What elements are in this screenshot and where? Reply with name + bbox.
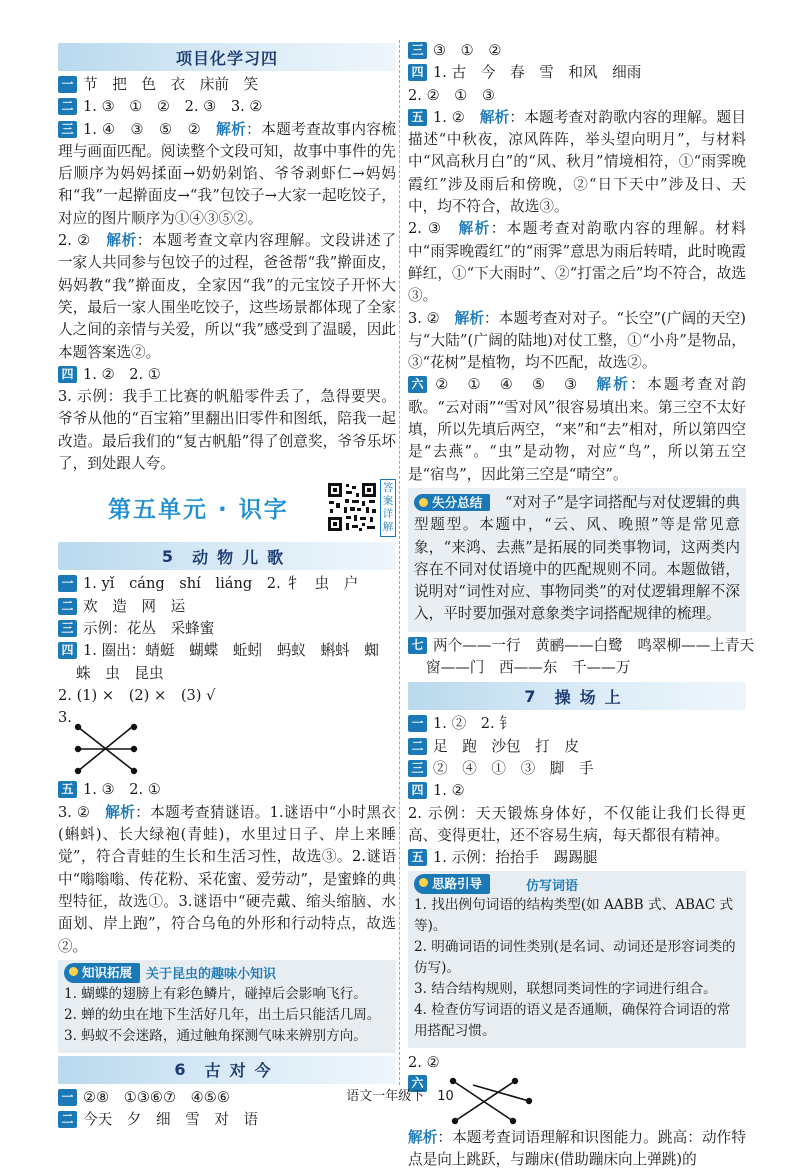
answer-paragraph: 2. ② 解析：本题考查文章内容理解。文段讲述了一家人共同参与包饺子的过程，爸爸帮“我”擀面皮，妈妈教“我”擀面皮，全家因“我”的元宝饺子开怀大笑，最后一家人围坐吃饺子，这些场景都体现了全家人之间的亲情与关爱，所以“我”感受到了温暖，因此本题答案选②。	[58, 232, 396, 361]
analysis-text: 本题考查文章内容理解。文段讲述了一家人共同参与包饺子的过程，爸爸帮“我”擀面皮，妈妈教“我”擀面皮，全家因“我”的元宝饺子开怀大笑，最后一家人围坐吃饺子，这些场景都体现了全家人之间的亲情与关爱，所以“我”感受到了温暖，因此本题答案选②。	[58, 232, 396, 361]
answer-line	[408, 40, 746, 62]
analysis-text: 本题考查对韵歌。“云对雨”“雪对风”很容易填出来。第三空不太好填，所以先填后两空，“来”和“去”相对，所以第四空是“去燕”。“虫”是动物，对应“鸟”，所以第五空是“宿鸟”，因此第三空是“晴空”。	[408, 376, 746, 483]
answer-text: 1. ② 2. ①	[83, 365, 161, 383]
answer-text: 足 跑 沙包 打 皮	[433, 737, 579, 755]
answer-detail-label: 答案详解	[380, 479, 396, 537]
tip-header	[414, 873, 740, 895]
answer-text: 1. ③ ① ② 2. ③ 3. ②	[83, 98, 263, 116]
answer-line	[408, 635, 755, 657]
answer-line	[408, 847, 746, 869]
matching-lines-figure	[72, 721, 162, 779]
column-divider	[399, 40, 400, 1085]
lesson-number: 7	[524, 686, 537, 706]
q-tag-2: 二	[408, 738, 427, 755]
q-tag-6: 六	[408, 376, 427, 393]
answer-text: 1. ④ ③ ⑤ ②	[83, 120, 202, 138]
tip-box-knowledge	[58, 960, 396, 1053]
answer-line	[58, 364, 396, 386]
answer-line: 窗——门 西——东 千——万	[426, 659, 631, 677]
analysis-label: 解析	[105, 803, 136, 821]
analysis-label: 解析	[106, 232, 137, 250]
answer-line	[58, 779, 396, 801]
q-tag-4: 四	[408, 64, 427, 81]
analysis-text: 本题考查对韵歌内容的理解。题目描述“中秋夜，凉风阵阵，举头望向明月”，与材料中“风高秋月白”的“风、秋月”情境相符，①“雨霁晚霞红”涉及雨后和傍晚，②“日下天中”涉及日、天中，均不符合，故选③。	[408, 108, 746, 216]
q-tag-1: 一	[58, 575, 77, 592]
lesson-title: 动物儿歌	[192, 547, 293, 567]
answer-text: 1. ②	[433, 782, 465, 800]
analysis-label: 解析	[479, 108, 510, 126]
answer-line	[58, 573, 396, 595]
band-title: 项目化学习四	[175, 48, 278, 68]
left-column	[58, 40, 396, 1131]
answer-text: ③ ① ②	[433, 42, 502, 59]
unit-title: 第五单元 · 识字	[108, 496, 289, 523]
unit-header	[58, 475, 396, 539]
q-tag-5: 五	[408, 109, 427, 126]
lesson-title: 操场上	[554, 687, 630, 707]
answer-text: 1. ③ 2. ①	[83, 781, 161, 799]
answer-line	[408, 62, 746, 84]
tip-text: “对对子”是字词搭配与对仗逻辑的典型题型。本题中，“云、风、晚照”等是常见意象，“来鸿、去燕”是拓展的同类事物词，这两类内容在不同对仗语境中的匹配规则不同。本题做错，说明对“词性对应、事物同类”的对仗逻辑理解不深入，平时要加强对意象类字词搭配规律的梳理。	[414, 493, 740, 623]
qr-code-icon[interactable]	[326, 481, 378, 533]
answer-paragraph: 2. ③ 解析：本题考查对韵歌内容的理解。材料中“雨霁晚霞红”的“雨霁”意思为雨后转晴，此时晚霞鲜红，①“下大雨时”、②“打雷之后”均不符合，故选③。	[408, 220, 746, 305]
answer-text: 3. ②	[58, 803, 91, 821]
analysis-label: 解析	[458, 220, 491, 238]
lightbulb-icon-badge: 失分总结	[414, 494, 490, 511]
tip-box-thinking-guide	[408, 871, 746, 1048]
q-tag-7: 七	[408, 637, 427, 654]
q-tag-3: 三	[408, 42, 427, 59]
answer-paragraph: 六 ② ① ④ ⑤ ③ 解析：本题考查对韵歌。“云对雨”“雪对风”很容易填出来。第三空不太好填，所以先填后两空，“来”和“去”相对，所以第四空是“去燕”。“虫”是动物，对应“鸟”，所以第五空是“宿鸟”，因此第三空是“晴空”。	[408, 376, 746, 483]
answer-text: ② ① ④ ⑤ ③	[433, 376, 580, 394]
lesson-title: 古对今	[204, 1061, 280, 1081]
answer-paragraph: 3. ② 解析：本题考查猜谜语。1.谜语中“小时黑衣(蝌蚪)、长大绿袍(青蛙)，水里过日子、岸上来睡觉”，符合青蛙的生长和生活习性，故选③。2.谜语中“嗡嗡嗡、传花粉、采花蜜、爱劳动”，是蜜蜂的典型特征，故选①。3.谜语中“硬壳戴、缩头缩脑、水面划、岸上跑”，符合乌龟的外形和行动特点，故选②。	[58, 803, 396, 955]
q-tag-2: 二	[58, 98, 77, 115]
q-tag-4: 四	[408, 782, 427, 799]
tip-header	[64, 962, 390, 984]
answer-line	[408, 736, 746, 758]
answer-text: 2. ②	[58, 232, 92, 250]
answer-text: ②⑧ ①③⑥⑦ ④⑤⑥	[83, 1088, 230, 1106]
q-tag-4: 四	[58, 642, 77, 659]
answer-text: 3. ②	[408, 309, 440, 327]
answer-line: 2. ② ① ③	[408, 86, 495, 104]
analysis-text: 本题考查对对子。“长空”(广阔的天空)与“大陆”(广阔的陆地)对仗工整，①“小舟”是物品，③“花树”是植物，均不匹配，故选②。	[408, 309, 746, 372]
q-tag-6: 六	[408, 1075, 427, 1092]
answer-line	[58, 640, 396, 662]
answer-text: 节 把 色 衣 床前 笑	[83, 76, 259, 93]
tip-title: 仿写词语	[526, 878, 579, 894]
q-tag-1: 一	[408, 715, 427, 732]
answer-text: 1. yǐ cáng shí liáng 2. 牜 虫 户	[83, 575, 359, 593]
q-tag-5: 五	[408, 849, 427, 866]
q-tag-3: 三	[408, 760, 427, 777]
answer-text: 2. ③	[408, 220, 443, 238]
analysis-text: 本题考查故事内容梳理与画面匹配。阅读整个文段可知，故事中事件的先后顺序为妈妈揉面→奶奶剁馅、爷爷剥虾仁→妈妈和“我”一起擀面皮→“我”包饺子→大家一起吃饺子，对应的图片顺序为①④③⑤②。	[58, 120, 396, 227]
page-footer: 语文一年级下 10	[346, 1089, 454, 1104]
answer-text: 1. 古 今 春 雪 和风 细雨	[433, 64, 642, 82]
analysis-label: 解析	[216, 120, 247, 138]
tip-box-mistake-summary	[408, 488, 746, 632]
section-band-lesson7	[408, 682, 746, 710]
answer-line: 2. (1) × (2) × (3) √	[58, 686, 216, 704]
q-tag-1: 一	[58, 76, 77, 93]
answer-paragraph: 2. 示例：天天锻炼身体好，不仅能让我们长得更高、变得更壮，还不容易生病，每天都很有精神。	[408, 804, 746, 844]
answer-line	[58, 707, 396, 729]
tip-title: 关于昆虫的趣味小知识	[146, 967, 277, 983]
analysis-label: 解析	[596, 376, 631, 394]
answer-paragraph: 3. 示例：我手工比赛的帆船零件丢了，急得要哭。爷爷从他的“百宝箱”里翻出旧零件和图纸，陪我一起改造。最后我们的“复古帆船”得了创意奖，爷爷乐坏了，到处跟人夸。	[58, 388, 396, 473]
section-band-project	[58, 43, 396, 71]
q-tag-2: 二	[58, 598, 77, 615]
tip-item: 2. 明确词语的词性类别(是名词、动词还是形容词类的仿写)。	[414, 939, 736, 977]
lightbulb-icon-badge: 思路引导	[414, 874, 490, 894]
tip-item: 1. 蝴蝶的翅膀上有彩色鳞片，碰掉后会影响飞行。	[64, 985, 367, 1002]
answer-line: 蛛 虫 昆虫	[76, 664, 164, 682]
answer-text: 3.	[58, 709, 72, 727]
answer-text: 示例：花丛 采蜂蜜	[83, 619, 215, 637]
answer-text: 1. 示例：抬抬手 踢踢腿	[433, 849, 598, 867]
answer-text: 1. ② 2. 钅	[433, 715, 514, 733]
q-tag-2: 二	[58, 1111, 77, 1128]
lesson-number: 5	[161, 546, 175, 566]
answer-line	[58, 96, 396, 118]
analysis-text: 本题考查猜谜语。1.谜语中“小时黑衣(蝌蚪)、长大绿袍(青蛙)，水里过日子、岸上来睡觉”，符合青蛙的生长和生活习性，故选③。2.谜语中“嗡嗡嗡、传花粉、采花蜜、爱劳动”，是蜜蜂的典型特征，故选①。3.谜语中“硬壳戴、缩头缩脑、水面划、岸上跑”，符合乌龟的外形和行动特点，故选②。	[58, 803, 396, 955]
answer-paragraph: 3. ② 解析：本题考查对对子。“长空”(广阔的天空)与“大陆”(广阔的陆地)对仗工整，①“小舟”是物品，③“花树”是植物，均不匹配，故选②。	[408, 309, 746, 372]
answer-line	[408, 713, 746, 735]
answer-line: 2. ②	[408, 1054, 440, 1072]
section-band-lesson6	[58, 1056, 396, 1084]
answer-paragraph: 三 1. ④ ③ ⑤ ② 解析：本题考查故事内容梳理与画面匹配。阅读整个文段可知，故事中事件的先后顺序为妈妈揉面→奶奶剁馅、爷爷剥虾仁→妈妈和“我”一起擀面皮→“我”包饺子→大家一起吃饺子，对应的图片顺序为①④③⑤②。	[58, 120, 396, 227]
analysis-text: 本题考查词语理解和识图能力。跳高：动作特点是向上跳跃，与蹦床(借助蹦床向上弹跳)的	[408, 1128, 746, 1168]
analysis-label: 解析	[454, 309, 485, 327]
right-column	[408, 40, 755, 1171]
answer-line	[58, 596, 396, 618]
lesson-number: 6	[174, 1060, 187, 1080]
q-tag-1: 一	[58, 1089, 77, 1106]
q-tag-3: 三	[58, 121, 77, 138]
answer-paragraph: 五 1. ② 解析：本题考查对韵歌内容的理解。题目描述“中秋夜，凉风阵阵，举头望向明月”，与材料中“风高秋月白”的“风、秋月”情境相符，①“雨霁晚霞红”涉及雨后和傍晚，②“日下天中”涉及日、天中，均不符合，故选③。	[408, 108, 746, 216]
answer-text: 今天 夕 细 雪 对 语	[83, 1111, 259, 1129]
answer-paragraph: 解析：本题考查词语理解和识图能力。跳高：动作特点是向上跳跃，与蹦床(借助蹦床向上弹跳)的	[408, 1128, 746, 1168]
analysis-text: 本题考查对韵歌内容的理解。材料中“雨霁晚霞红”的“雨霁”意思为雨后转晴，此时晚霞鲜红，①“下大雨时”、②“打雷之后”均不符合，故选③。	[408, 220, 746, 305]
q-tag-5: 五	[58, 781, 77, 798]
q-tag-4: 四	[58, 366, 77, 383]
answer-line	[58, 1109, 396, 1131]
tip-item: 4. 检查仿写词语的语义是否通顺，确保符合词语的常用搭配习惯。	[414, 1002, 731, 1040]
tip-item: 2. 蝉的幼虫在地下生活好几年，出土后只能活几周。	[64, 1006, 381, 1023]
answer-line	[408, 758, 746, 780]
section-band-lesson5	[58, 542, 396, 570]
tip-item: 3. 结合结构规则，联想同类词性的字词进行组合。	[414, 981, 717, 998]
answer-line	[58, 74, 396, 96]
lightbulb-icon-badge: 知识拓展	[64, 963, 140, 983]
tip-item: 3. 蚂蚁不会迷路，通过触角探测气味来辨别方向。	[64, 1027, 367, 1044]
tip-item: 1. 找出例句词语的结构类型(如 AABB 式、ABAC 式等)。	[414, 897, 734, 935]
analysis-label: 解析	[408, 1128, 438, 1146]
answer-line	[408, 780, 746, 802]
answer-text: 两个——一行 黄鹂——白鹭 鸣翠柳——上青天	[433, 636, 755, 654]
answer-line	[58, 618, 396, 640]
answer-text: 欢 造 网 运	[83, 597, 186, 615]
answer-text: 1. 圈出：蜻蜓 蝴蝶 蚯蚓 蚂蚁 蝌蚪 蜘	[83, 642, 379, 660]
answer-text: ② ④ ① ③ 脚 手	[433, 759, 594, 777]
answer-text: 1. ②	[433, 108, 466, 126]
q-tag-3: 三	[58, 620, 77, 637]
